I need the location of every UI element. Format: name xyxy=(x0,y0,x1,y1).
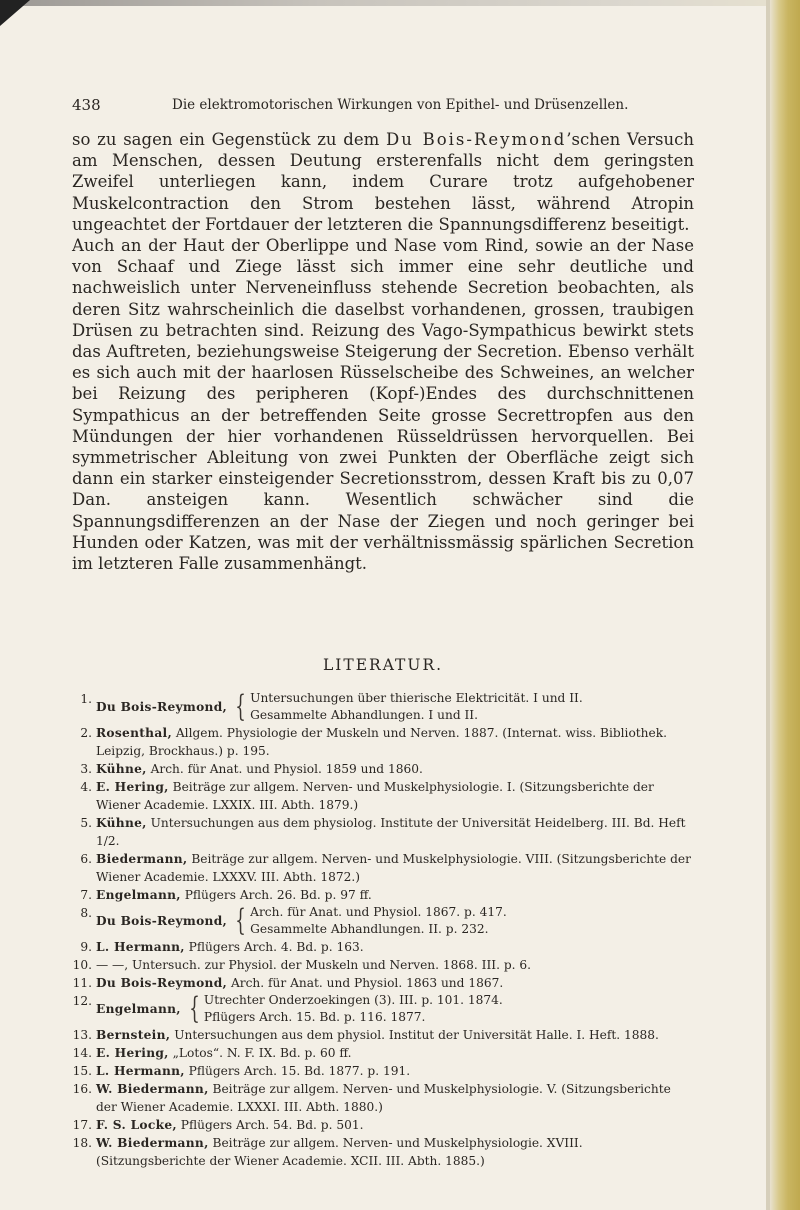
brace-glyph: { xyxy=(235,903,246,938)
reference-item xyxy=(72,938,694,956)
corner-fold xyxy=(0,0,30,26)
reference-item xyxy=(72,724,694,760)
reference-text: Kühne, Untersuchungen aus dem physiolog. Institute der Universität Heidelberg. III. Bd. Heft 1/2. xyxy=(96,816,686,848)
reference-author: Du Bois-Reymond, xyxy=(96,976,228,990)
reference-number: 7. xyxy=(80,888,92,902)
reference-item xyxy=(72,760,694,778)
reference-item xyxy=(72,974,694,992)
reference-item xyxy=(72,850,694,886)
reference-item xyxy=(72,956,694,974)
reference-text: F. S. Locke, Pflügers Arch. 54. Bd. p. 501. xyxy=(96,1118,364,1132)
reference-number: 18. xyxy=(72,1136,92,1150)
reference-number: 8. xyxy=(80,906,92,920)
reference-text: Du Bois-Reymond, Arch. für Anat. und Physiol. 1863 und 1867. xyxy=(96,976,504,990)
reference-author: E. Hering, xyxy=(96,1046,169,1060)
reference-line: Untersuchungen über thierische Elektricität. I und II. xyxy=(250,691,583,705)
reference-number: 10. xyxy=(72,958,92,972)
running-title: Die elektromotorischen Wirkungen von Epithel- und Drüsenzellen. xyxy=(172,97,629,113)
reference-number: 5. xyxy=(80,816,92,830)
reference-item xyxy=(72,690,694,724)
reference-author: W. Biedermann, xyxy=(96,1136,209,1150)
paragraph-1-start: so zu sagen ein Gegenstück zu dem xyxy=(72,130,386,149)
body-text xyxy=(72,129,694,574)
reference-item xyxy=(72,1044,694,1062)
reference-number: 9. xyxy=(80,940,92,954)
reference-author: Du Bois-Reymond, xyxy=(96,914,228,928)
reference-text: W. Biedermann, Beiträge zur allgem. Nerven- und Muskelphysiologie. XVIII. (Sitzungsberichte der Wiener Academie. XCII. III. Abth. 1885.) xyxy=(96,1136,583,1168)
reference-text: E. Hering, Beiträge zur allgem. Nerven- und Muskelphysiologie. I. (Sitzungsberichte der Wiener Academie. LXXIX. III. Abth. 1879.) xyxy=(96,780,654,812)
reference-item xyxy=(72,1080,694,1116)
reference-author: L. Hermann, xyxy=(96,1064,185,1078)
reference-author: Biedermann, xyxy=(96,852,188,866)
reference-line: Arch. für Anat. und Physiol. 1867. p. 417. xyxy=(250,905,507,919)
reference-brace-group xyxy=(96,690,694,724)
reference-author: Rosenthal, xyxy=(96,726,172,740)
brace-glyph: { xyxy=(235,689,246,724)
reference-number: 2. xyxy=(80,726,92,740)
paragraph-2: Auch an der Haut der Oberlippe und Nase vom Rind, sowie an der Nase von Schaaf und Ziege lässt sich immer eine sehr deutliche und nachweislich unter Nerveneinfluss stehende Secretion beobachten, als deren Sitz wahrscheinlich die daselbst vorhandenen, grossen, traubigen Drüsen zu betrachten sind. Reizung des Vago-Sympathicus bewirkt stets das Auftreten, beziehungsweise Steigerung der Secretion. Ebenso verhält es sich auch mit der haarlosen Rüsselscheibe des Schweines, an welcher bei Reizung des peripheren (Kopf-)Endes des durchschnittenen Sympathicus an der betreffenden Seite grosse Secrettropfen aus den Mündungen der hier vorhandenen Rüsseldrüssen hervorquellen. Bei symmetrischer Ableitung von zwei Punkten der Oberfläche zeigt sich dann ein starker einsteigender Secretionsstrom, dessen Kraft bis zu 0,07 Dan. ansteigen kann. Wesentlich schwächer sind die Spannungsdifferenzen an der Nase der Ziegen und noch geringer bei Hunden oder Katzen, was mit der verhältnissmässig spärlichen Secretion im letzteren Falle zusammenhängt. xyxy=(72,236,694,574)
reference-author: F. S. Locke, xyxy=(96,1118,177,1132)
reference-item xyxy=(72,1134,694,1170)
reference-author: W. Biedermann, xyxy=(96,1082,209,1096)
reference-text: Engelmann, Pflügers Arch. 26. Bd. p. 97 ff. xyxy=(96,888,372,902)
reference-brace-group xyxy=(96,992,694,1026)
reference-number: 11. xyxy=(72,976,92,990)
reference-item xyxy=(72,778,694,814)
reference-item xyxy=(72,904,694,938)
paragraph-1-rest: ’schen Versuch am Menschen, dessen Deutung ersterenfalls nicht dem geringsten Zweifel unterliegen kann, indem Curare trotz aufgehobener Muskelcontraction den Strom bestehen lässt, während Atropin ungeachtet der Fortdauer der letzteren die Spannungsdifferenz beseitigt. xyxy=(72,130,694,234)
page-number: 438 xyxy=(72,96,101,114)
reference-text: L. Hermann, Pflügers Arch. 4. Bd. p. 163. xyxy=(96,940,364,954)
reference-number: 16. xyxy=(72,1082,92,1096)
reference-number: 4. xyxy=(80,780,92,794)
reference-lines xyxy=(250,904,507,938)
brace-glyph: { xyxy=(189,991,200,1026)
reference-number: 12. xyxy=(72,994,92,1008)
reference-author: Kühne, xyxy=(96,816,147,830)
reference-text: Bernstein, Untersuchungen aus dem physiol. Institut der Universität Halle. I. Heft. 1888. xyxy=(96,1028,659,1042)
reference-number: 3. xyxy=(80,762,92,776)
reference-lines xyxy=(204,992,503,1026)
reference-number: 6. xyxy=(80,852,92,866)
reference-line: Gesammelte Abhandlungen. I und II. xyxy=(250,708,478,722)
reference-text: E. Hering, „Lotos“. N. F. IX. Bd. p. 60 ff. xyxy=(96,1046,352,1060)
person-name: Du Bois-Reymond xyxy=(386,130,567,149)
reference-number: 1. xyxy=(80,692,92,706)
reference-author: Bernstein, xyxy=(96,1028,171,1042)
reference-lines xyxy=(250,690,583,724)
reference-text: Kühne, Arch. für Anat. und Physiol. 1859 und 1860. xyxy=(96,762,423,776)
reference-item xyxy=(72,886,694,904)
reference-item xyxy=(72,814,694,850)
reference-item xyxy=(72,1116,694,1134)
book-edge xyxy=(770,0,800,1210)
reference-item xyxy=(72,992,694,1026)
reference-author: Engelmann, xyxy=(96,1002,181,1016)
reference-author: Engelmann, xyxy=(96,888,181,902)
reference-number: 15. xyxy=(72,1064,92,1078)
reference-item xyxy=(72,1026,694,1044)
reference-text: — —, Untersuch. zur Physiol. der Muskeln und Nerven. 1868. III. p. 6. xyxy=(96,958,532,972)
reference-author: E. Hering, xyxy=(96,780,169,794)
reference-text: W. Biedermann, Beiträge zur allgem. Nerven- und Muskelphysiologie. V. (Sitzungsberichte der Wiener Academie. LXXXI. III. Abth. 1880.) xyxy=(96,1082,671,1114)
reference-author: Du Bois-Reymond, xyxy=(96,700,228,714)
reference-list xyxy=(72,690,694,1170)
literature-heading: LITERATUR. xyxy=(322,656,444,674)
paragraph-1 xyxy=(72,129,694,235)
reference-line: Gesammelte Abhandlungen. II. p. 232. xyxy=(250,922,489,936)
reference-number: 17. xyxy=(72,1118,92,1132)
reference-brace-group xyxy=(96,904,694,938)
reference-text: Biedermann, Beiträge zur allgem. Nerven- und Muskelphysiologie. VIII. (Sitzungsberichte der Wiener Academie. LXXXV. III. Abth. 1872.) xyxy=(96,852,691,884)
reference-line: Utrechter Onderzoekingen (3). III. p. 101. 1874. xyxy=(203,993,503,1007)
top-edge-shadow xyxy=(0,0,800,6)
page-header xyxy=(72,96,694,118)
reference-number: 14. xyxy=(72,1046,92,1060)
reference-author: Kühne, xyxy=(96,762,147,776)
reference-text: Rosenthal, Allgem. Physiologie der Muskeln und Nerven. 1887. (Internat. wiss. Bibliothek. Leipzig, Brockhaus.) p. 195. xyxy=(96,726,667,758)
reference-number: 13. xyxy=(72,1028,92,1042)
reference-line: Pflügers Arch. 15. Bd. p. 116. 1877. xyxy=(203,1010,426,1024)
reference-item xyxy=(72,1062,694,1080)
reference-text: L. Hermann, Pflügers Arch. 15. Bd. 1877. p. 191. xyxy=(96,1064,411,1078)
reference-author: L. Hermann, xyxy=(96,940,185,954)
